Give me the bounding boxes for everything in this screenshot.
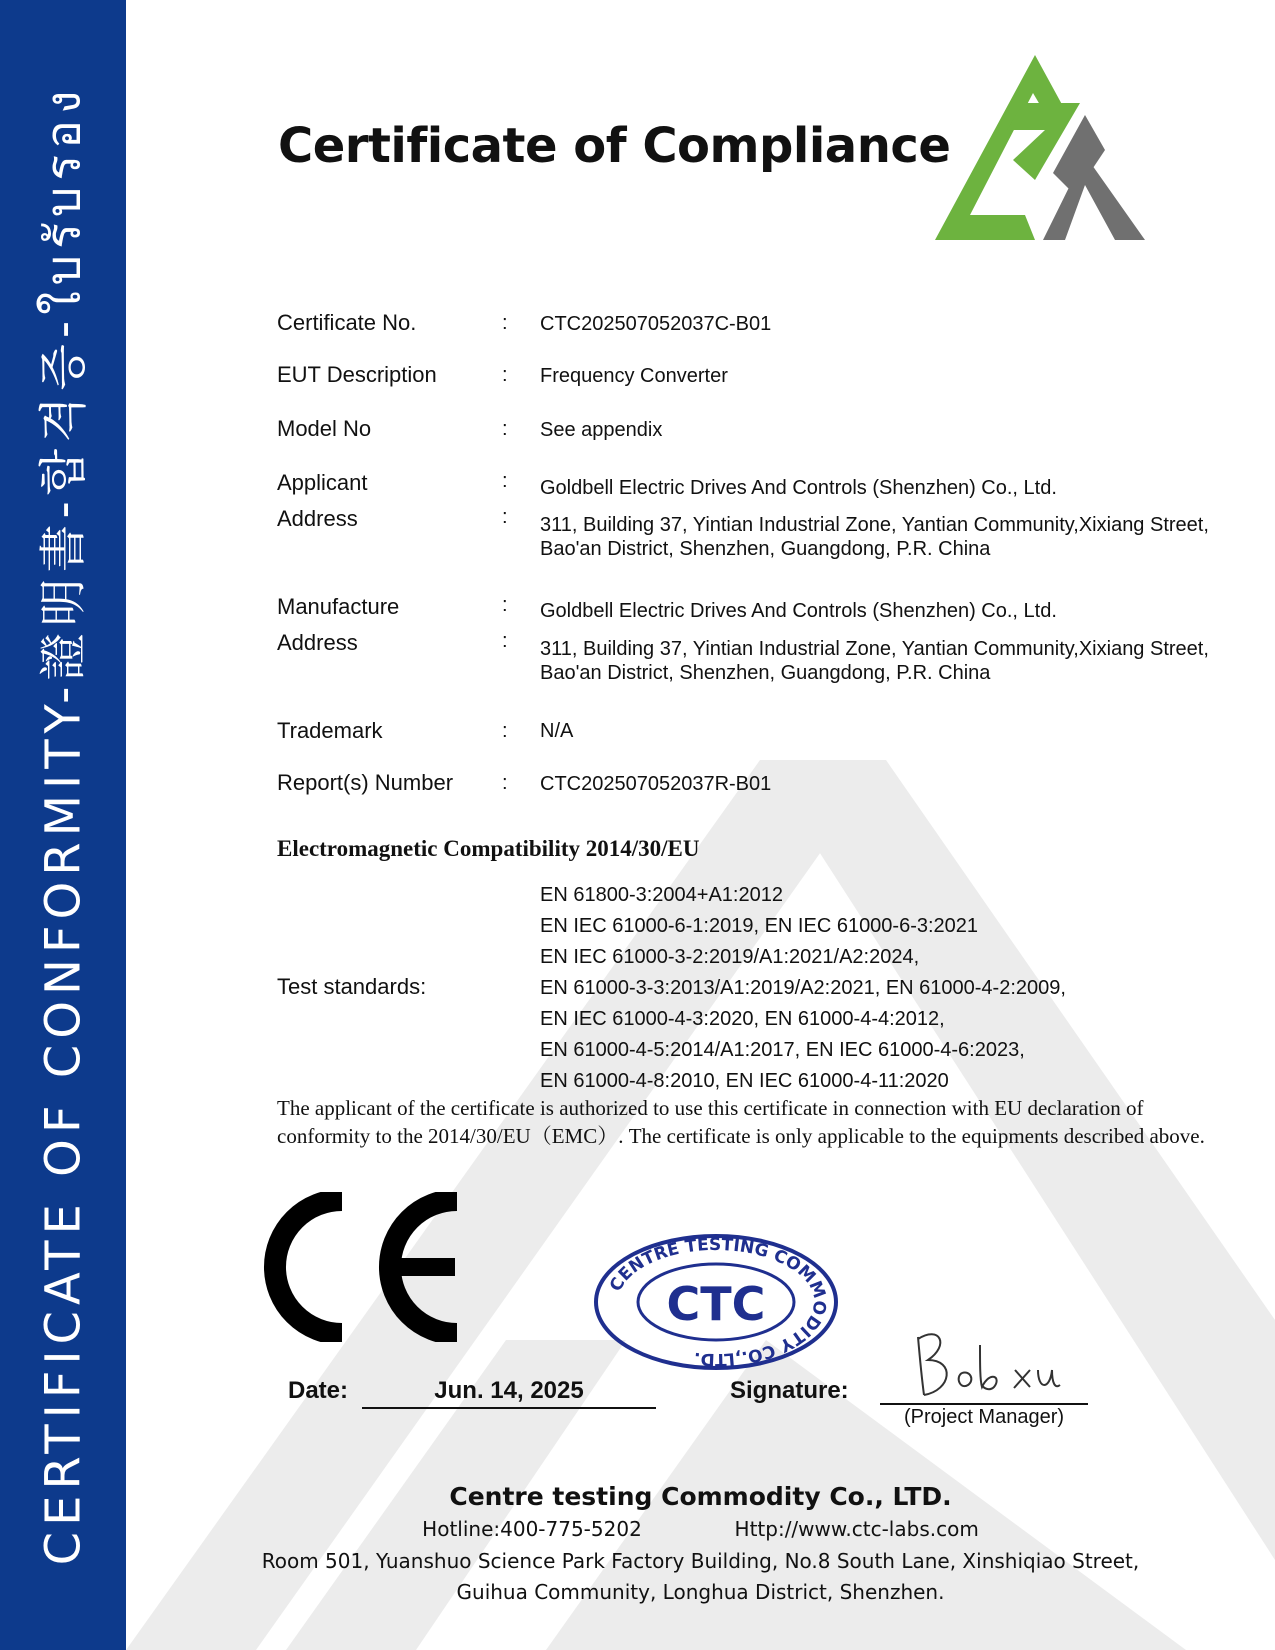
report-number-value: CTC202507052037R-B01 — [540, 773, 772, 795]
ctc-stamp-icon — [592, 1232, 840, 1372]
report-number-label: Report(s) Number — [277, 770, 454, 795]
test-standards-label: Test standards: — [277, 974, 427, 999]
handwritten-signature — [910, 1315, 1070, 1405]
footer-address-line1: Room 501, Yuanshuo Science Park Factory Building, No.8 South Lane, Xinshiqiao Street, — [261, 1549, 1140, 1573]
footer-hotline: Hotline:400-775-5202 — [422, 1517, 642, 1541]
eut-description-value: Frequency Converter — [540, 365, 728, 387]
signature-caption: (Project Manager) — [903, 1406, 1065, 1428]
colon: : — [502, 470, 508, 492]
applicant-address-line2: Bao'an District, Shenzhen, Guangdong, P.R. China — [540, 538, 991, 560]
applicant-address-line1: 311, Building 37, Yintian Industrial Zone, Yantian Community,Xixiang Street, — [540, 514, 1209, 536]
colon: : — [502, 418, 508, 440]
trademark-label: Trademark — [277, 718, 383, 743]
certificate-no-value: CTC202507052037C-B01 — [540, 313, 772, 335]
colon: : — [502, 594, 508, 616]
date-label: Date: — [288, 1377, 349, 1404]
test-standard-line: EN 61000-4-8:2010, EN IEC 61000-4-11:2020 — [540, 1070, 949, 1092]
stamp-ring-text: CENTRE TESTING COMMODITY CO.,LTD. — [606, 1234, 830, 1370]
model-no-label: Model No — [277, 416, 372, 441]
signature-label: Signature: — [730, 1377, 849, 1404]
manufacture-address-line1: 311, Building 37, Yintian Industrial Zone, Yantian Community,Xixiang Street, — [540, 638, 1209, 660]
footer-company-name: Centre testing Commodity Co., LTD. — [449, 1482, 952, 1511]
test-standard-line: EN 61000-3-3:2013/A1:2019/A2:2021, EN 61000-4-2:2009, — [540, 977, 1066, 999]
colon: : — [502, 364, 508, 386]
directive-heading: Electromagnetic Compatibility 2014/30/EU — [277, 836, 700, 861]
eut-description-label: EUT Description — [277, 362, 437, 387]
applicant-label: Applicant — [277, 470, 368, 495]
trademark-value: N/A — [540, 720, 574, 742]
test-standard-line: EN IEC 61000-3-2:2019/A1:2021/A2:2024, — [540, 946, 920, 968]
test-standard-line: EN 61000-4-5:2014/A1:2017, EN IEC 61000-4-6:2023, — [540, 1039, 1025, 1061]
colon: : — [502, 630, 508, 652]
manufacture-address-line2: Bao'an District, Shenzhen, Guangdong, P.R. China — [540, 662, 991, 684]
ce-mark-icon — [262, 1192, 472, 1342]
ctc-logo-icon — [935, 55, 1145, 240]
manufacture-address-label: Address — [277, 630, 358, 655]
model-no-value: See appendix — [540, 419, 663, 441]
certificate-title: Certificate of Compliance — [278, 118, 951, 174]
test-standard-line: EN IEC 61000-6-1:2019, EN IEC 61000-6-3:2021 — [540, 915, 979, 937]
certificate-no-label: Certificate No. — [277, 310, 417, 335]
colon: : — [502, 720, 508, 742]
sidebar-banner — [0, 0, 126, 1650]
applicant-value: Goldbell Electric Drives And Controls (Shenzhen) Co., Ltd. — [540, 477, 1057, 499]
footer-address-line2: Guihua Community, Longhua District, Shenzhen. — [456, 1580, 945, 1604]
colon: : — [502, 312, 508, 334]
test-standard-line: EN 61800-3:2004+A1:2012 — [540, 884, 783, 906]
footer-website-link[interactable]: Http://www.ctc-labs.com — [734, 1517, 979, 1541]
authorization-statement: The applicant of the certificate is authorized to use this certificate in connection with EU declaration of conformity to the 2014/30/EU（EMC）. The certificate is only applicable to the equipments described above. — [277, 1096, 1205, 1148]
sidebar-banner-text: CERTIFICATE OF CONFORMITY-證明書-합격증-ใบรับรอง — [35, 84, 92, 1566]
date-value: Jun. 14, 2025 — [362, 1377, 656, 1409]
colon: : — [502, 506, 508, 528]
test-standard-line: EN IEC 61000-4-3:2020, EN 61000-4-4:2012, — [540, 1008, 945, 1030]
stamp-center-text: CTC — [666, 1277, 766, 1331]
manufacture-label: Manufacture — [277, 594, 400, 619]
colon: : — [502, 772, 508, 794]
applicant-address-label: Address — [277, 506, 358, 531]
manufacture-value: Goldbell Electric Drives And Controls (Shenzhen) Co., Ltd. — [540, 600, 1057, 622]
footer-contact — [126, 1517, 1275, 1541]
